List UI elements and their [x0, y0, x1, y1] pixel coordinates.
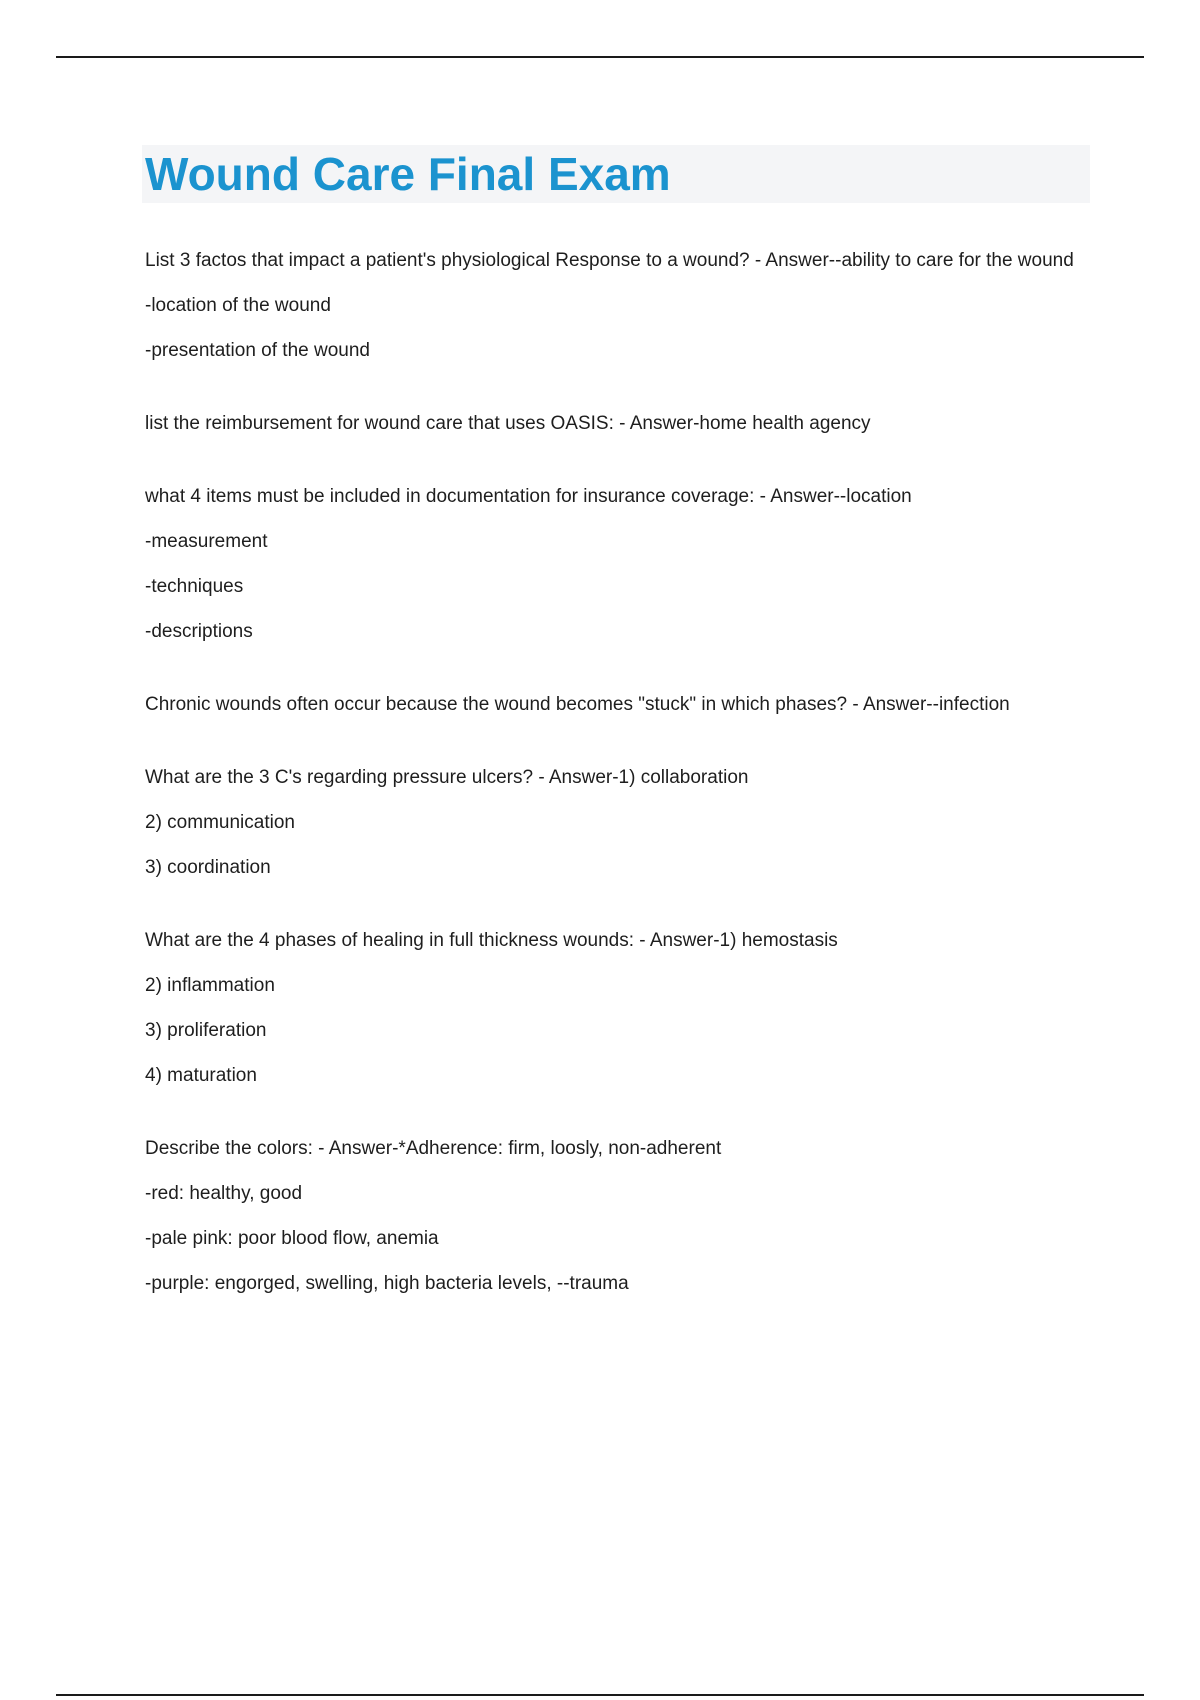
- answer-line: -presentation of the wound: [145, 340, 370, 361]
- question-line: list the reimbursement for wound care that uses OASIS: - Answer-home health agency: [145, 413, 871, 434]
- question-line: Chronic wounds often occur because the wound becomes "stuck" in which phases? - Answer--infection: [145, 694, 1010, 715]
- answer-line: 2) inflammation: [145, 975, 275, 996]
- question-line: What are the 4 phases of healing in full thickness wounds: - Answer-1) hemostasis: [145, 930, 838, 951]
- page-title: Wound Care Final Exam: [145, 148, 671, 200]
- question-line: List 3 factos that impact a patient's physiological Response to a wound? - Answer--ability to care for the wound: [145, 250, 1074, 271]
- qa-item: [145, 409, 1080, 438]
- footer-rule: [56, 1694, 1144, 1696]
- qa-item: [145, 690, 1080, 719]
- answer-line: -location of the wound: [145, 295, 331, 316]
- answer-line: -measurement: [145, 531, 268, 552]
- qa-item: [145, 246, 1080, 365]
- question-line: Describe the colors: - Answer-*Adherence: firm, loosly, non-adherent: [145, 1138, 722, 1159]
- answer-line: -purple: engorged, swelling, high bacteria levels, --trauma: [145, 1273, 629, 1294]
- answer-line: 3) proliferation: [145, 1020, 267, 1041]
- answer-line: -descriptions: [145, 621, 253, 642]
- qa-item: [145, 763, 1080, 882]
- qa-list: [145, 246, 1080, 1342]
- answer-line: 2) communication: [145, 812, 295, 833]
- header-rule: [56, 56, 1144, 58]
- answer-line: -red: healthy, good: [145, 1183, 303, 1204]
- question-line: What are the 3 C's regarding pressure ulcers? - Answer-1) collaboration: [145, 767, 749, 788]
- qa-item: [145, 1134, 1080, 1298]
- qa-item: [145, 926, 1080, 1090]
- question-line: what 4 items must be included in documentation for insurance coverage: - Answer--location: [145, 486, 912, 507]
- answer-line: -techniques: [145, 576, 244, 597]
- qa-item: [145, 482, 1080, 646]
- answer-line: 4) maturation: [145, 1065, 257, 1086]
- answer-line: 3) coordination: [145, 857, 271, 878]
- answer-line: -pale pink: poor blood flow, anemia: [145, 1228, 439, 1249]
